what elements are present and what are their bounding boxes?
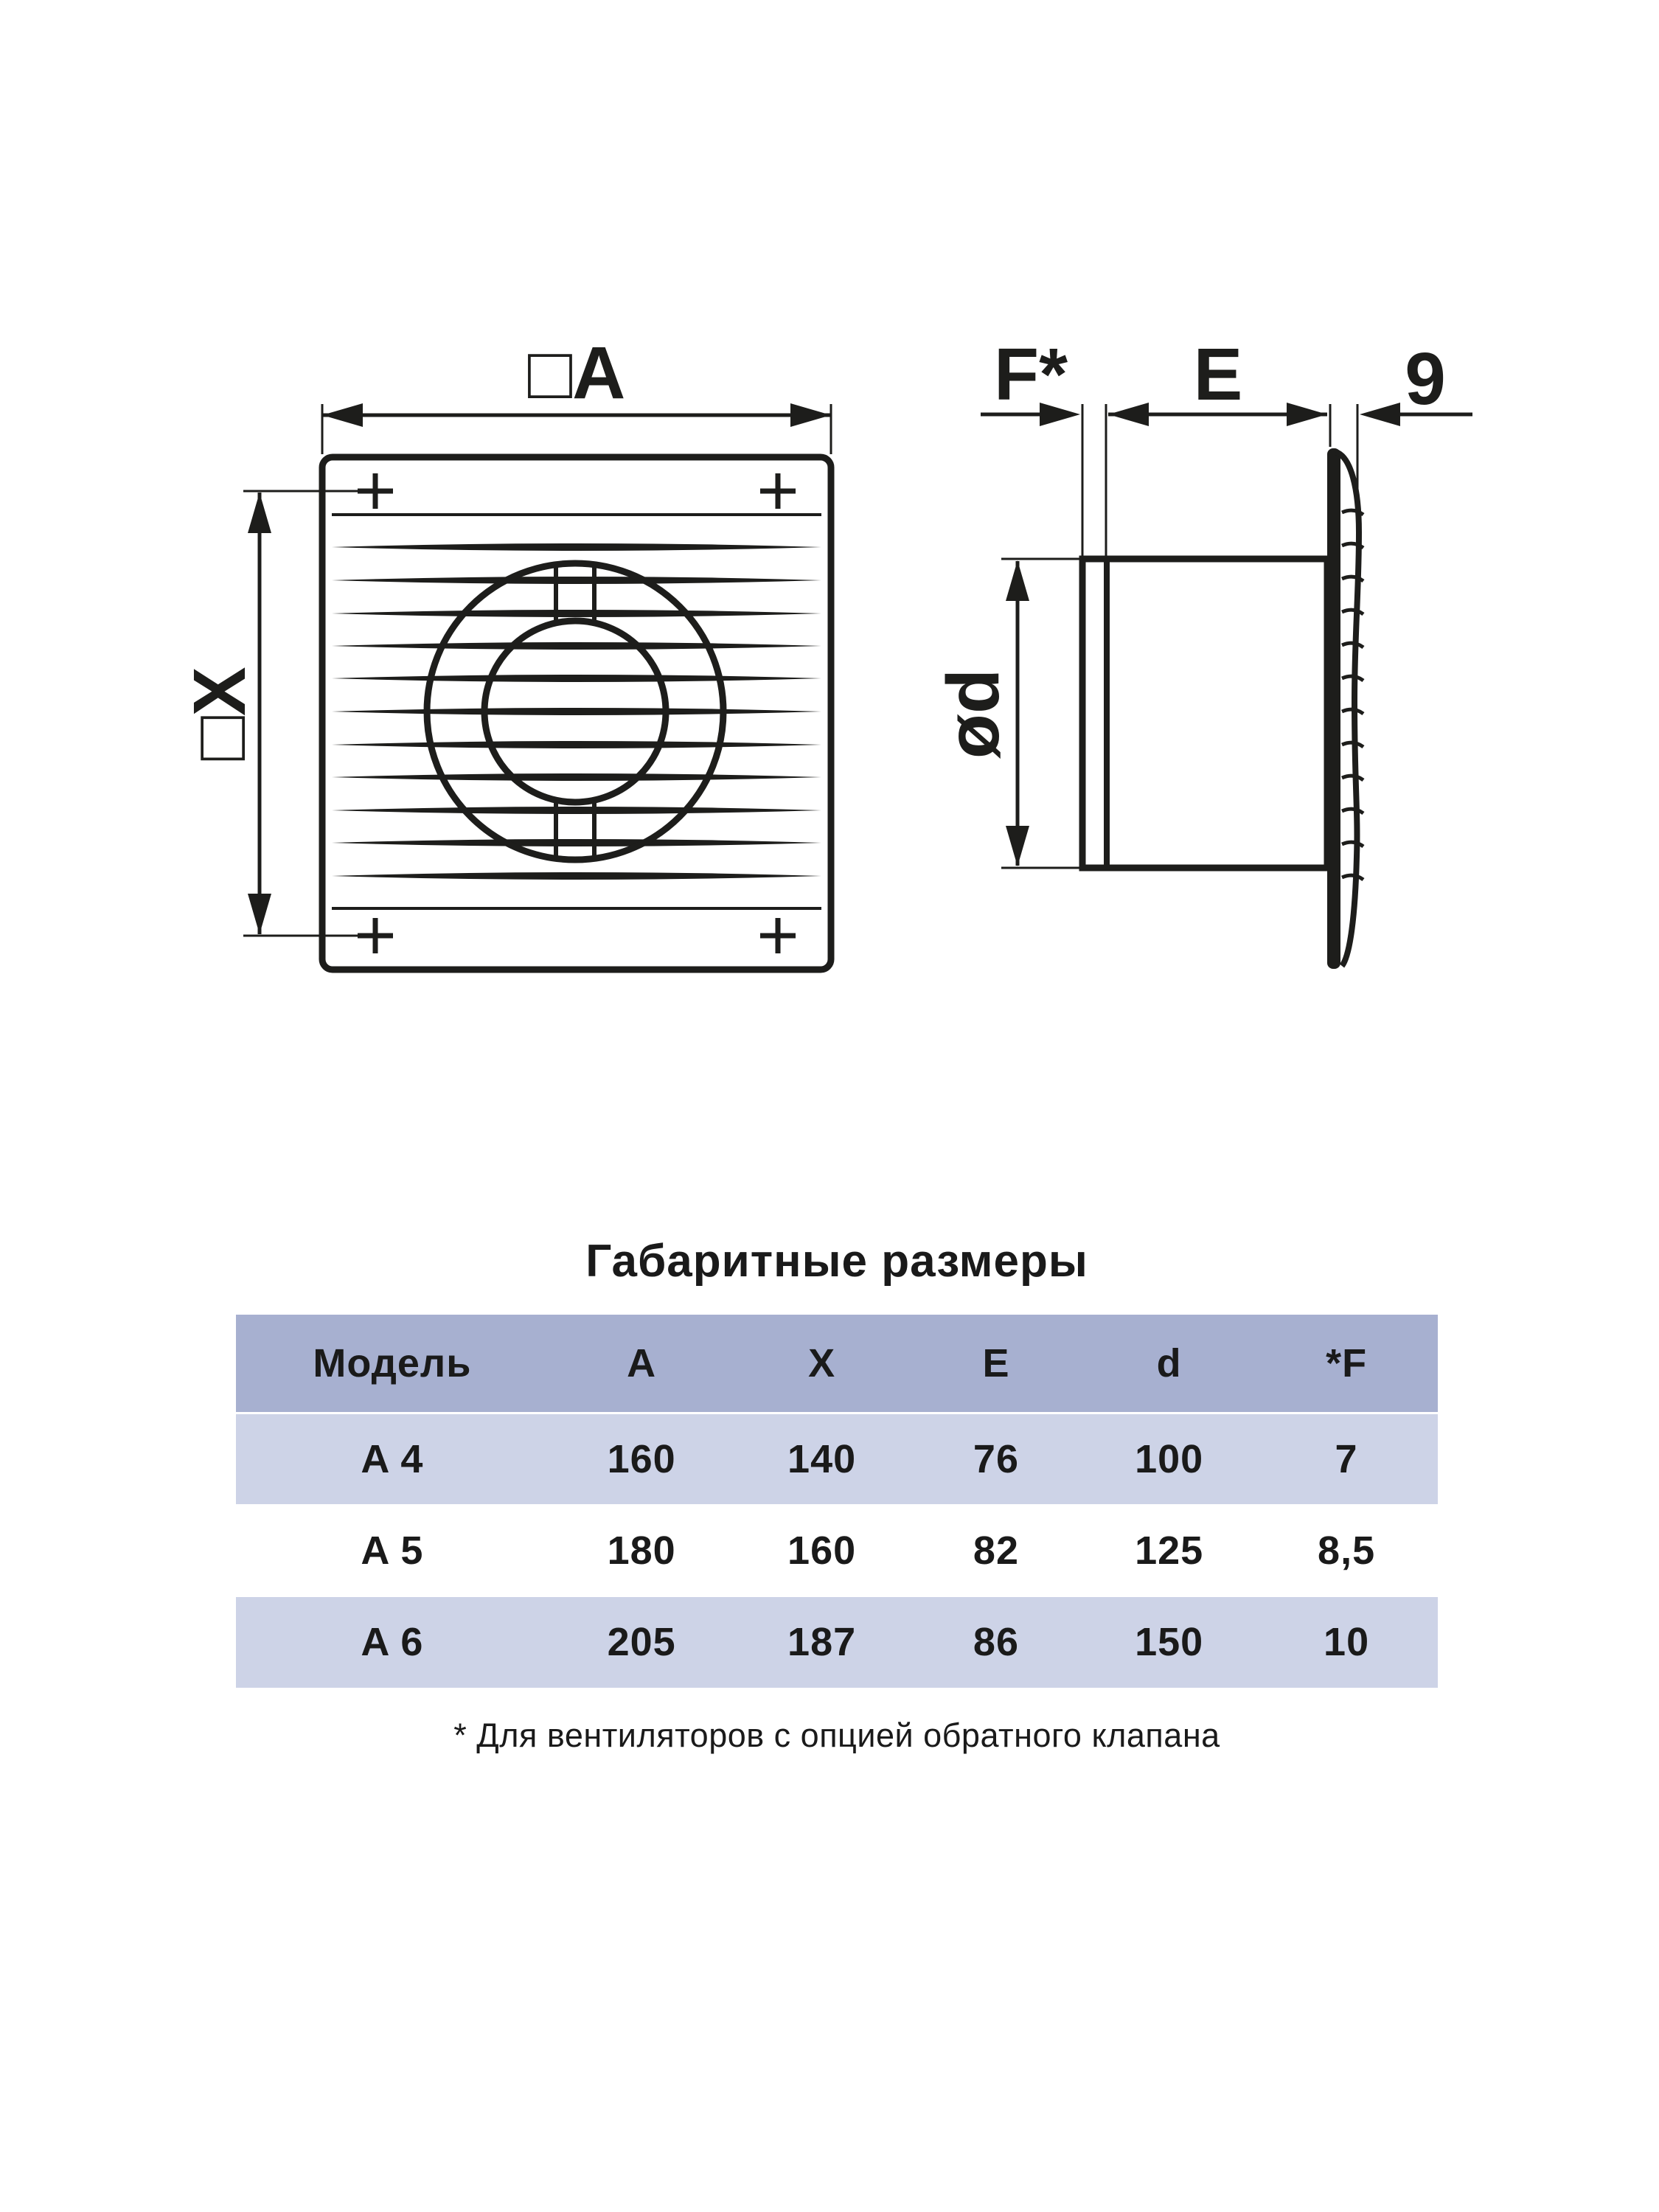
cell-F: 7	[1335, 1437, 1358, 1481]
label-square-X: □X	[178, 667, 261, 761]
cell-X: 187	[787, 1620, 857, 1664]
cell-X: 160	[787, 1528, 857, 1573]
label-F: F*	[994, 333, 1068, 416]
cell-E: 86	[973, 1620, 1019, 1664]
cell-F: 10	[1324, 1620, 1370, 1664]
cell-A: 205	[607, 1620, 676, 1664]
label-od: ød	[932, 668, 1015, 759]
label-E: E	[1193, 333, 1243, 416]
cell-d: 150	[1135, 1620, 1204, 1664]
cell-d: 100	[1135, 1437, 1204, 1481]
table-title: Габаритные размеры	[585, 1236, 1088, 1287]
header-E: E	[982, 1341, 1010, 1385]
cell-model: A 4	[361, 1437, 424, 1481]
table-footnote: * Для вентиляторов с опцией обратного клапана	[453, 1717, 1220, 1754]
header-A: A	[627, 1341, 657, 1385]
dimensions-table	[236, 1315, 1438, 1688]
duct-body	[1082, 559, 1327, 868]
header-F: *F	[1326, 1341, 1368, 1385]
side-panel-bar	[1327, 448, 1340, 969]
header-model: Модель	[313, 1341, 472, 1385]
cell-A: 180	[607, 1528, 676, 1573]
cell-model: A 5	[361, 1528, 424, 1573]
dimension-F	[981, 403, 1106, 556]
label-square-A: □A	[527, 332, 626, 414]
table-row	[236, 1597, 1438, 1688]
table-row	[236, 1414, 1438, 1504]
table-row	[236, 1504, 1438, 1597]
header-d: d	[1156, 1341, 1182, 1385]
header-X: X	[808, 1341, 836, 1385]
label-9: 9	[1405, 338, 1446, 420]
cell-E: 76	[973, 1437, 1019, 1481]
dimension-9	[1330, 403, 1472, 525]
cell-A: 160	[607, 1437, 676, 1481]
side-view	[932, 333, 1472, 969]
cell-X: 140	[787, 1437, 857, 1481]
cell-d: 125	[1135, 1528, 1204, 1573]
cell-model: A 6	[361, 1620, 424, 1664]
cell-F: 8,5	[1318, 1528, 1376, 1573]
front-view	[178, 332, 831, 970]
table-header-row	[236, 1315, 1438, 1414]
cell-E: 82	[973, 1528, 1019, 1573]
